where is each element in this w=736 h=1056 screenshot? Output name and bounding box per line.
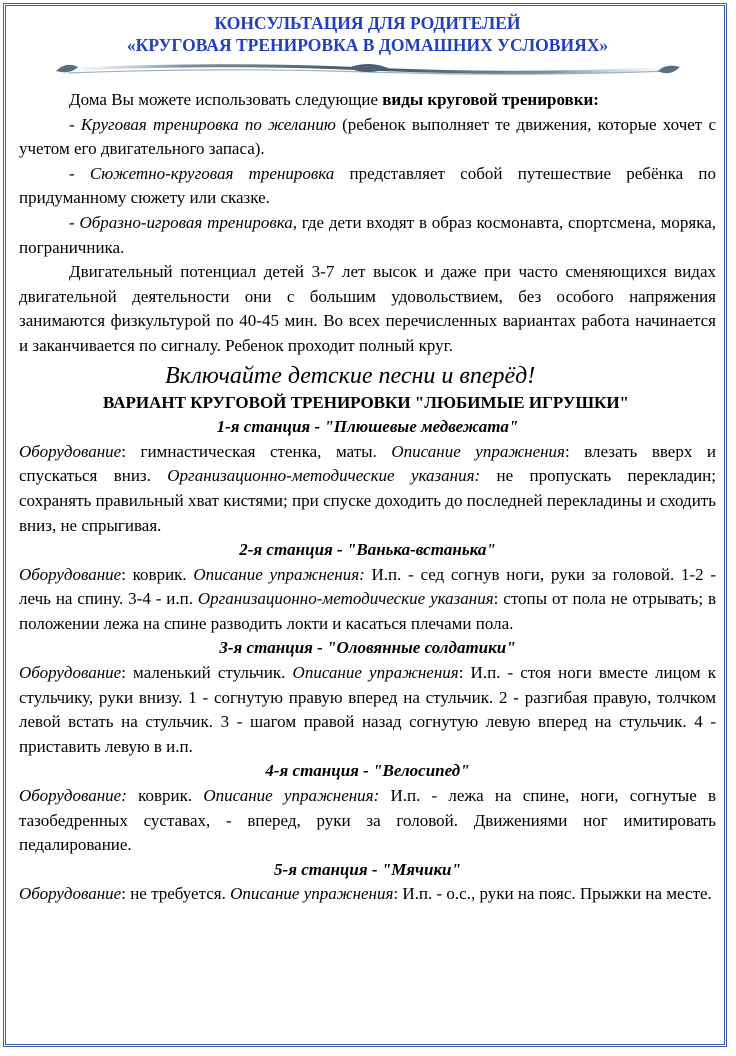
potential-paragraph: Двигательный потенциал детей 3-7 лет высок и даже при часто сменяющихся видах двигательной деятельности они с большим удовольствием, без особого напряжения занимаются физкультурой по 40-45 мин. Во всех перечисленных вариантах работа начинается и заканчивается по сигналу. Ребенок проходит полный круг.: [19, 262, 716, 355]
station-field-text: : стопы от пола не отрывать; в положении лежа на спине разводить локти и касаться плечами пола.: [19, 589, 716, 633]
title-line-2: «КРУГОВАЯ ТРЕНИРОВКА В ДОМАШНИХ УСЛОВИЯХ»: [126, 35, 609, 55]
station-body-3: [19, 661, 716, 759]
type-name: Сюжетно-круговая тренировка: [89, 163, 335, 183]
station-field-text: : И.п. - о.с., руки на пояс. Прыжки на месте.: [393, 884, 712, 904]
station-heading-3: 3-я станция - "Оловянные солдатики": [219, 638, 516, 658]
ornament-divider-icon: [48, 58, 688, 80]
station-body-4: [19, 784, 716, 858]
type-prefix: -: [69, 212, 80, 232]
document-title: [19, 12, 716, 56]
station-field-label: Описание упражнения: [292, 663, 459, 683]
station-field-text: И.п. - сед согнув ноги, руки за головой. 1-2 - лечь на спину. 3-4 - и.п.: [19, 564, 716, 609]
type-item-3: [19, 211, 716, 260]
station-field-text: И.п. - лежа на спине, ноги, согнутые в тазобедренных суставах, - вперед, руки за головой. Движениями ног имитировать педалирование.: [19, 786, 716, 855]
station-field-text: : коврик.: [121, 564, 194, 584]
station-field-text: : маленький стульчик.: [121, 663, 293, 683]
station-field-text: : гимнастическая стенка, маты.: [121, 441, 392, 461]
station-field-label: Оборудование:: [19, 786, 127, 806]
station-field-text: не пропускать перекладин; сохранять правильный хват кистями; при спуске доходить до последней перекладины и сходить вниз, не спрыгивая.: [19, 466, 717, 535]
station-field-text: : влезать вверх и спускаться вниз.: [19, 441, 716, 486]
intro-bold-text: виды круговой тренировки:: [382, 90, 599, 109]
type-description: представляет собой путешествие ребёнка по придуманному сюжету или сказке.: [19, 163, 716, 208]
station-field-label: Оборудование: [19, 884, 122, 904]
station-heading-5: 5-я станция - "Мячики": [274, 859, 461, 879]
station-field-label: Описание упражнения:: [193, 564, 365, 584]
station-field-label: Оборудование: [19, 564, 122, 584]
station-field-text: : не требуется.: [121, 884, 231, 904]
intro-paragraph: [19, 88, 716, 113]
station-body-1: [19, 440, 716, 538]
station-field-label: Организационно-методические указания:: [167, 466, 481, 486]
type-item-2: [19, 162, 716, 211]
intro-text: Дома Вы можете использовать следующие: [69, 90, 383, 109]
document-page: [19, 12, 716, 907]
type-name: Круговая тренировка по желанию: [80, 114, 336, 134]
slogan: Включайте детские песни и вперёд!: [165, 362, 536, 389]
station-heading-1: 1-я станция - "Плюшевые медвежата": [216, 417, 519, 437]
type-item-1: [19, 113, 716, 162]
station-field-label: Оборудование: [19, 663, 122, 683]
station-field-label: Описание упражнения: [230, 884, 394, 904]
variant-title: ВАРИАНТ КРУГОВОЙ ТРЕНИРОВКИ "ЛЮБИМЫЕ ИГРУШКИ": [103, 392, 629, 412]
station-field-label: Описание упражнения:: [203, 786, 380, 806]
station-body-5: [19, 882, 716, 907]
stations-list: [19, 415, 716, 907]
station-heading-2: 2-я станция - "Ванька-встанька": [239, 540, 496, 560]
type-description: (ребенок выполняет те движения, которые хочет с учетом его двигательного запаса).: [19, 114, 716, 159]
station-field-label: Описание упражнения: [391, 441, 565, 461]
type-name: Образно-игровая тренировка: [79, 212, 293, 232]
type-description: , где дети входят в образ космонавта, спортсмена, моряка, пограничника.: [19, 212, 716, 257]
station-field-text: коврик.: [126, 786, 204, 806]
type-prefix: -: [69, 114, 81, 134]
title-line-1: КОНСУЛЬТАЦИЯ ДЛЯ РОДИТЕЛЕЙ: [214, 13, 521, 33]
type-prefix: -: [69, 163, 90, 183]
station-heading-4: 4-я станция - "Велосипед": [265, 761, 470, 781]
station-field-label: Организационно-методические указания: [197, 589, 494, 609]
station-field-text: : И.п. - стоя ноги вместе лицом к стульчику, руки внизу. 1 - согнутую правую вперед на стульчик. 2 - разгибая правую, толчком левой встать на стульчик. 3 - шагом правой назад согнутую левую вперед на стульчик. 4 - приставить левую в и.п.: [19, 663, 716, 756]
station-field-label: Оборудование: [19, 441, 122, 461]
station-body-2: [19, 563, 716, 637]
